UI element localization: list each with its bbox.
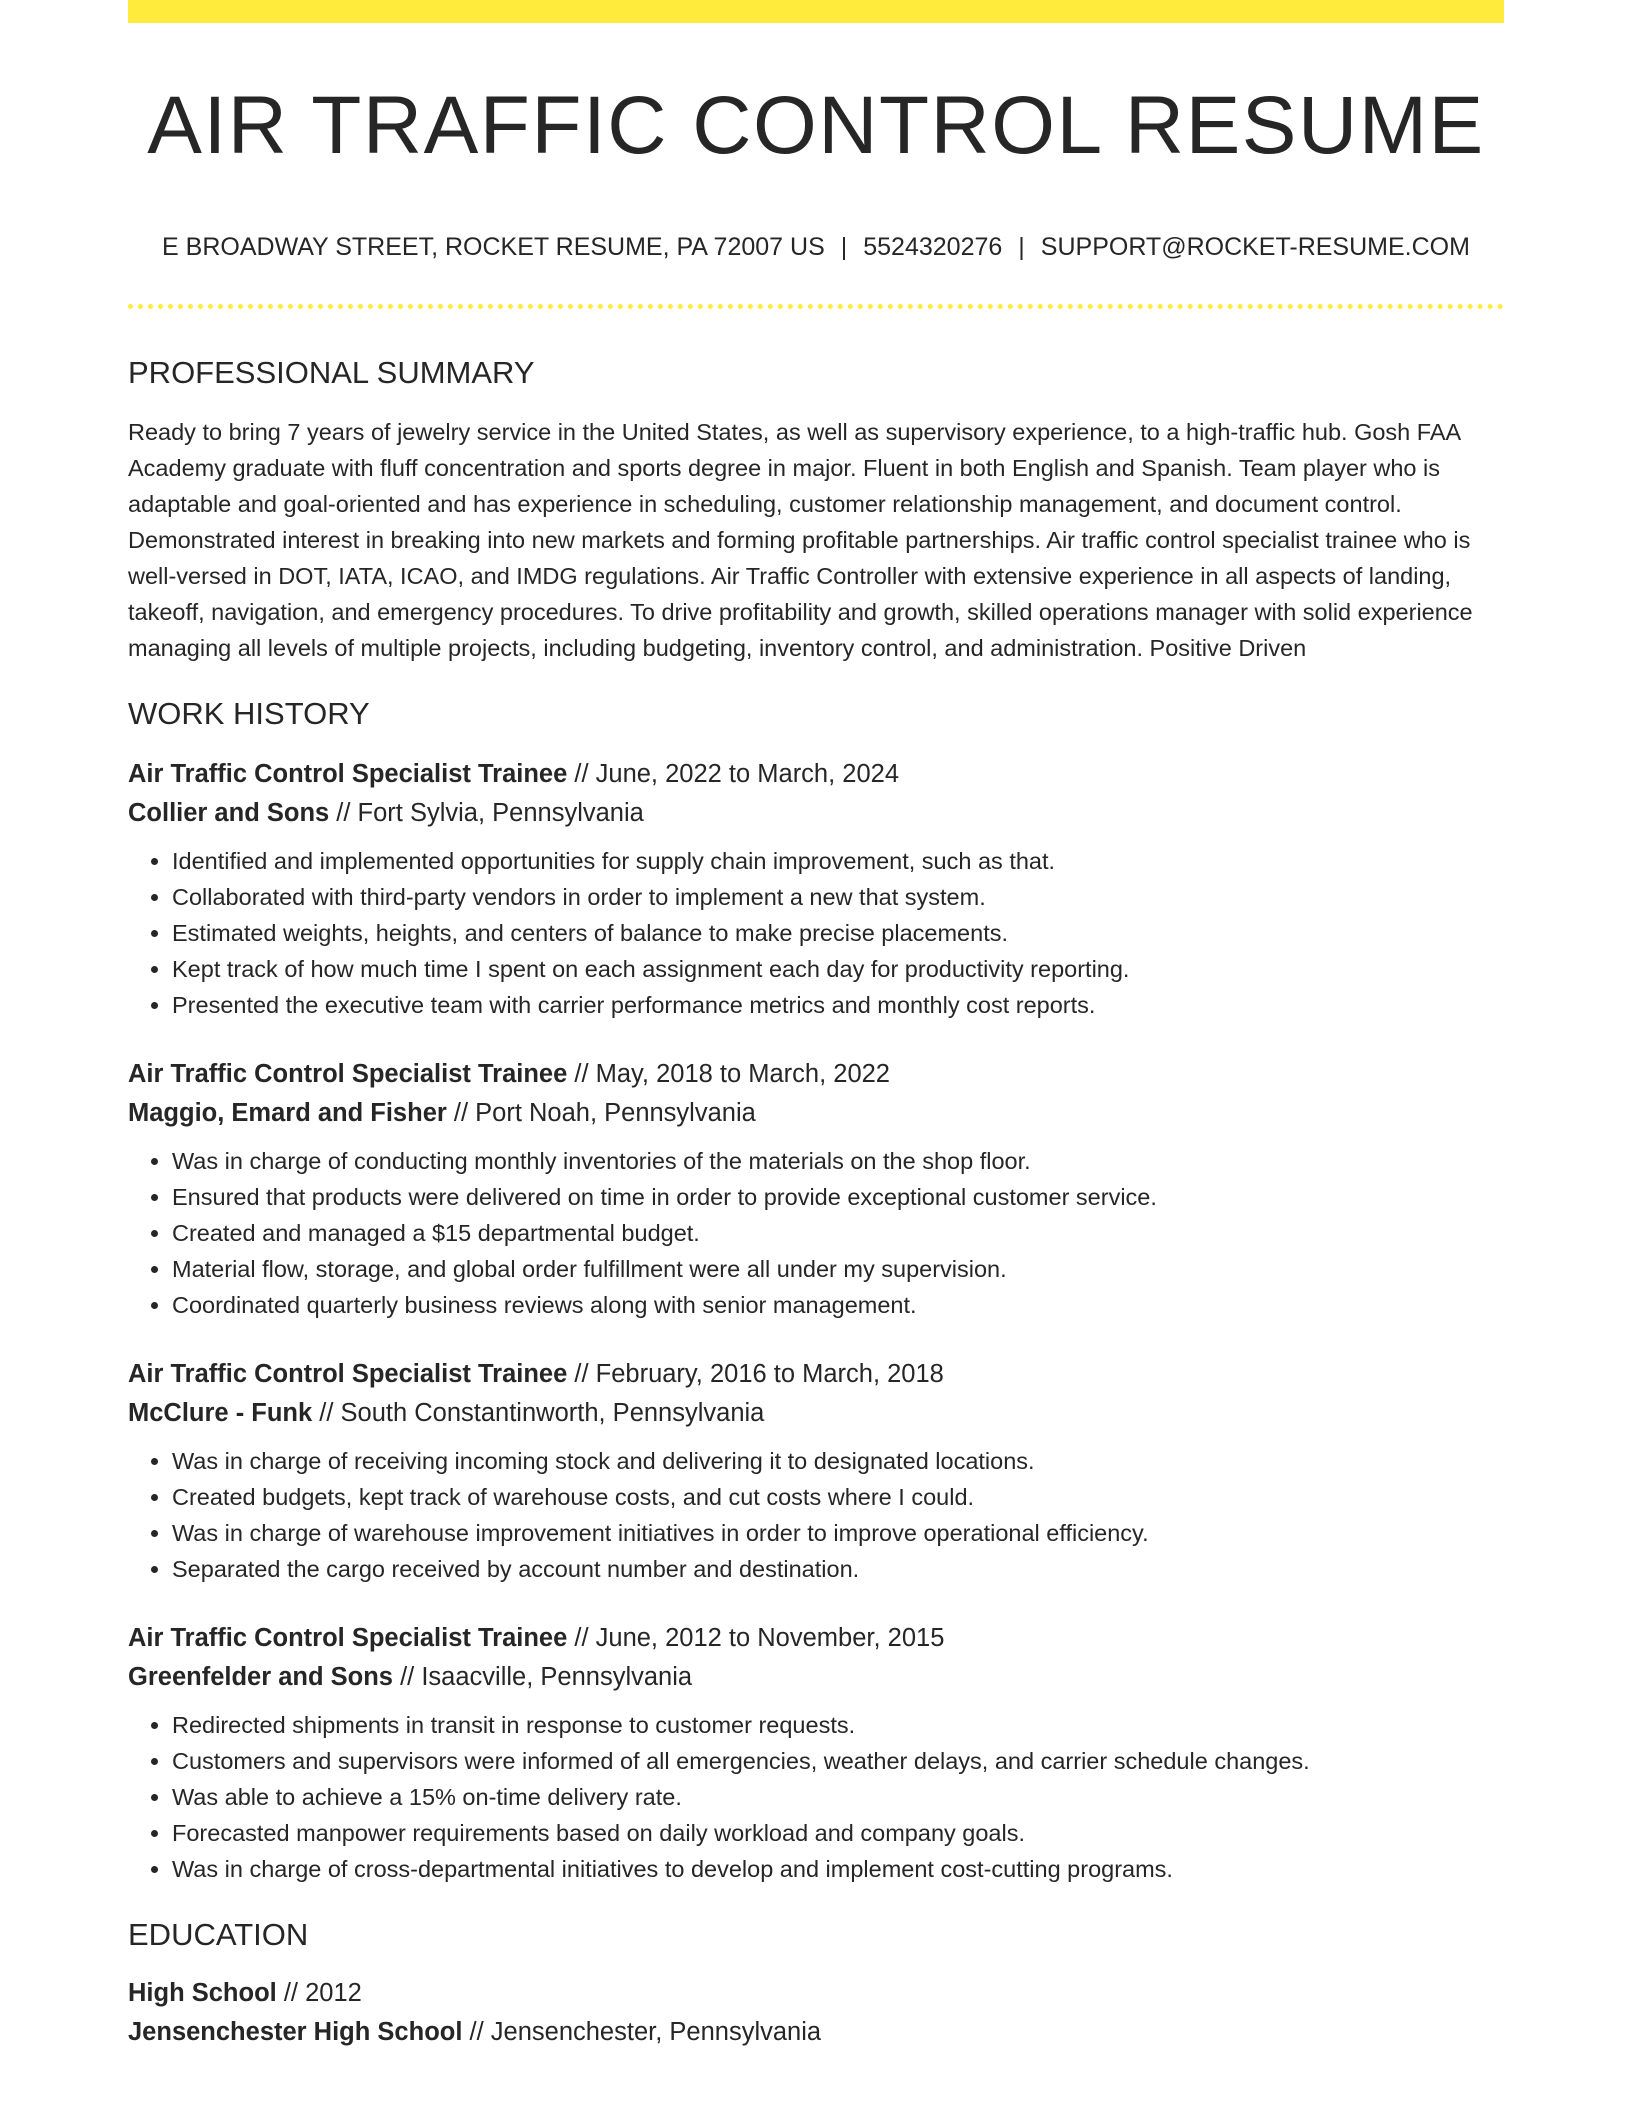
education-school-line (128, 2013, 1504, 2052)
job-bullet: • Created budgets, kept track of warehouse costs, and cut costs where I could. (172, 1479, 1504, 1515)
contact-email: SUPPORT@ROCKET-RESUME.COM (1040, 233, 1470, 261)
job-title-line (128, 755, 1504, 794)
job-bullet: • Separated the cargo received by account number and destination. (172, 1551, 1504, 1587)
job-title: Air Traffic Control Specialist Trainee (128, 1624, 568, 1652)
job-title-line (128, 1355, 1504, 1394)
dotted-divider (128, 304, 1504, 309)
job-bullet: • Was in charge of cross-departmental initiatives to develop and implement cost-cutting programs. (172, 1851, 1504, 1887)
job-title-line (128, 1619, 1504, 1658)
job-bullet: • Was in charge of conducting monthly inventories of the materials on the shop floor. (172, 1143, 1504, 1179)
job-company-line (128, 1658, 1504, 1697)
job-bullet: • Was in charge of receiving incoming stock and delivering it to designated locations. (172, 1443, 1504, 1479)
job-company-line (128, 1394, 1504, 1433)
job-company-line (128, 1094, 1504, 1133)
job-bullet: • Ensured that products were delivered on time in order to provide exceptional customer service. (172, 1179, 1504, 1215)
contact-phone: 5524320276 (863, 233, 1003, 261)
job-bullet: • Collaborated with third-party vendors in order to implement a new that system. (172, 879, 1504, 915)
job-title: Air Traffic Control Specialist Trainee (128, 760, 568, 788)
education-entry (128, 1974, 1504, 2052)
job-bullet: • Estimated weights, heights, and centers of balance to make precise placements. (172, 915, 1504, 951)
job-bullets (128, 1143, 1504, 1323)
contact-separator: | (1018, 233, 1025, 261)
education-degree: High School (128, 1979, 277, 2007)
job-bullet: • Kept track of how much time I spent on each assignment each day for productivity reporting. (172, 951, 1504, 987)
education-location: // Jensenchester, Pennsylvania (462, 2018, 822, 2046)
job-entry (128, 755, 1504, 1023)
job-bullet: • Was able to achieve a 15% on-time delivery rate. (172, 1779, 1504, 1815)
job-bullets (128, 1707, 1504, 1887)
education-degree-line (128, 1974, 1504, 2013)
job-company: Maggio, Emard and Fisher (128, 1099, 447, 1127)
summary-heading: PROFESSIONAL SUMMARY (128, 355, 535, 390)
education-year: // 2012 (276, 1979, 362, 2007)
job-bullet: • Coordinated quarterly business reviews along with senior management. (172, 1287, 1504, 1323)
job-bullet: • Created and managed a $15 departmental budget. (172, 1215, 1504, 1251)
top-accent-bar (128, 0, 1504, 23)
job-company-line (128, 794, 1504, 833)
job-bullet: • Identified and implemented opportunities for supply chain improvement, such as that. (172, 843, 1504, 879)
job-location: // Isaacville, Pennsylvania (393, 1663, 693, 1691)
job-bullet: • Customers and supervisors were informed of all emergencies, weather delays, and carrier schedule changes. (172, 1743, 1504, 1779)
job-title: Air Traffic Control Specialist Trainee (128, 1060, 568, 1088)
resume-page (128, 0, 1504, 2052)
job-bullet: • Presented the executive team with carrier performance metrics and monthly cost reports. (172, 987, 1504, 1023)
job-title: Air Traffic Control Specialist Trainee (128, 1360, 568, 1388)
job-bullets (128, 843, 1504, 1023)
job-company: Greenfelder and Sons (128, 1663, 393, 1691)
education-school: Jensenchester High School (128, 2018, 463, 2046)
job-bullet: • Was in charge of warehouse improvement initiatives in order to improve operational efficiency. (172, 1515, 1504, 1551)
job-bullet: • Forecasted manpower requirements based on daily workload and company goals. (172, 1815, 1504, 1851)
job-bullet: • Redirected shipments in transit in response to customer requests. (172, 1707, 1504, 1743)
education-heading: EDUCATION (128, 1917, 309, 1952)
job-location: // Port Noah, Pennsylvania (446, 1099, 756, 1127)
job-company: Collier and Sons (128, 799, 330, 827)
contact-separator: | (840, 233, 848, 261)
summary-text: Ready to bring 7 years of jewelry service in the United States, as well as supervisory experience, to a high-traffic hub. Gosh FAA Academy graduate with fluff concentration and sports degree in major. Fluent in both English and Spanish. Team player who is adaptable and goal-oriented and has experience in scheduling, customer relationship management, and document control. Demonstrated interest in breaking into new markets and forming profitable partnerships. Air traffic control specialist trainee who is well-versed in DOT, IATA, ICAO, and IMDG regulations. Air Traffic Controller with extensive experience in all aspects of landing, takeoff, navigation, and emergency procedures. To drive profitability and growth, skilled operations manager with solid experience managing all levels of multiple projects, including budgeting, inventory control, and administration. Positive Driven (128, 419, 1473, 661)
job-dates: // May, 2018 to March, 2022 (567, 1060, 890, 1088)
job-entry (128, 1355, 1504, 1587)
job-location: // Fort Sylvia, Pennsylvania (329, 799, 644, 827)
job-entry (128, 1055, 1504, 1323)
work-history-list (128, 755, 1504, 1887)
job-bullets (128, 1443, 1504, 1587)
job-dates: // June, 2022 to March, 2024 (567, 760, 900, 788)
job-entry (128, 1619, 1504, 1887)
job-bullet: • Material flow, storage, and global order fulfillment were all under my supervision. (172, 1251, 1504, 1287)
job-company: McClure - Funk (128, 1399, 313, 1427)
contact-line (128, 235, 1504, 260)
contact-address: E BROADWAY STREET, ROCKET RESUME, PA 72007 US (162, 233, 825, 261)
work-history-heading: WORK HISTORY (128, 696, 370, 731)
job-dates: // June, 2012 to November, 2015 (567, 1624, 945, 1652)
job-title-line (128, 1055, 1504, 1094)
resume-title: AIR TRAFFIC CONTROL RESUME (147, 80, 1485, 171)
job-dates: // February, 2016 to March, 2018 (567, 1360, 944, 1388)
job-location: // South Constantinworth, Pennsylvania (312, 1399, 765, 1427)
